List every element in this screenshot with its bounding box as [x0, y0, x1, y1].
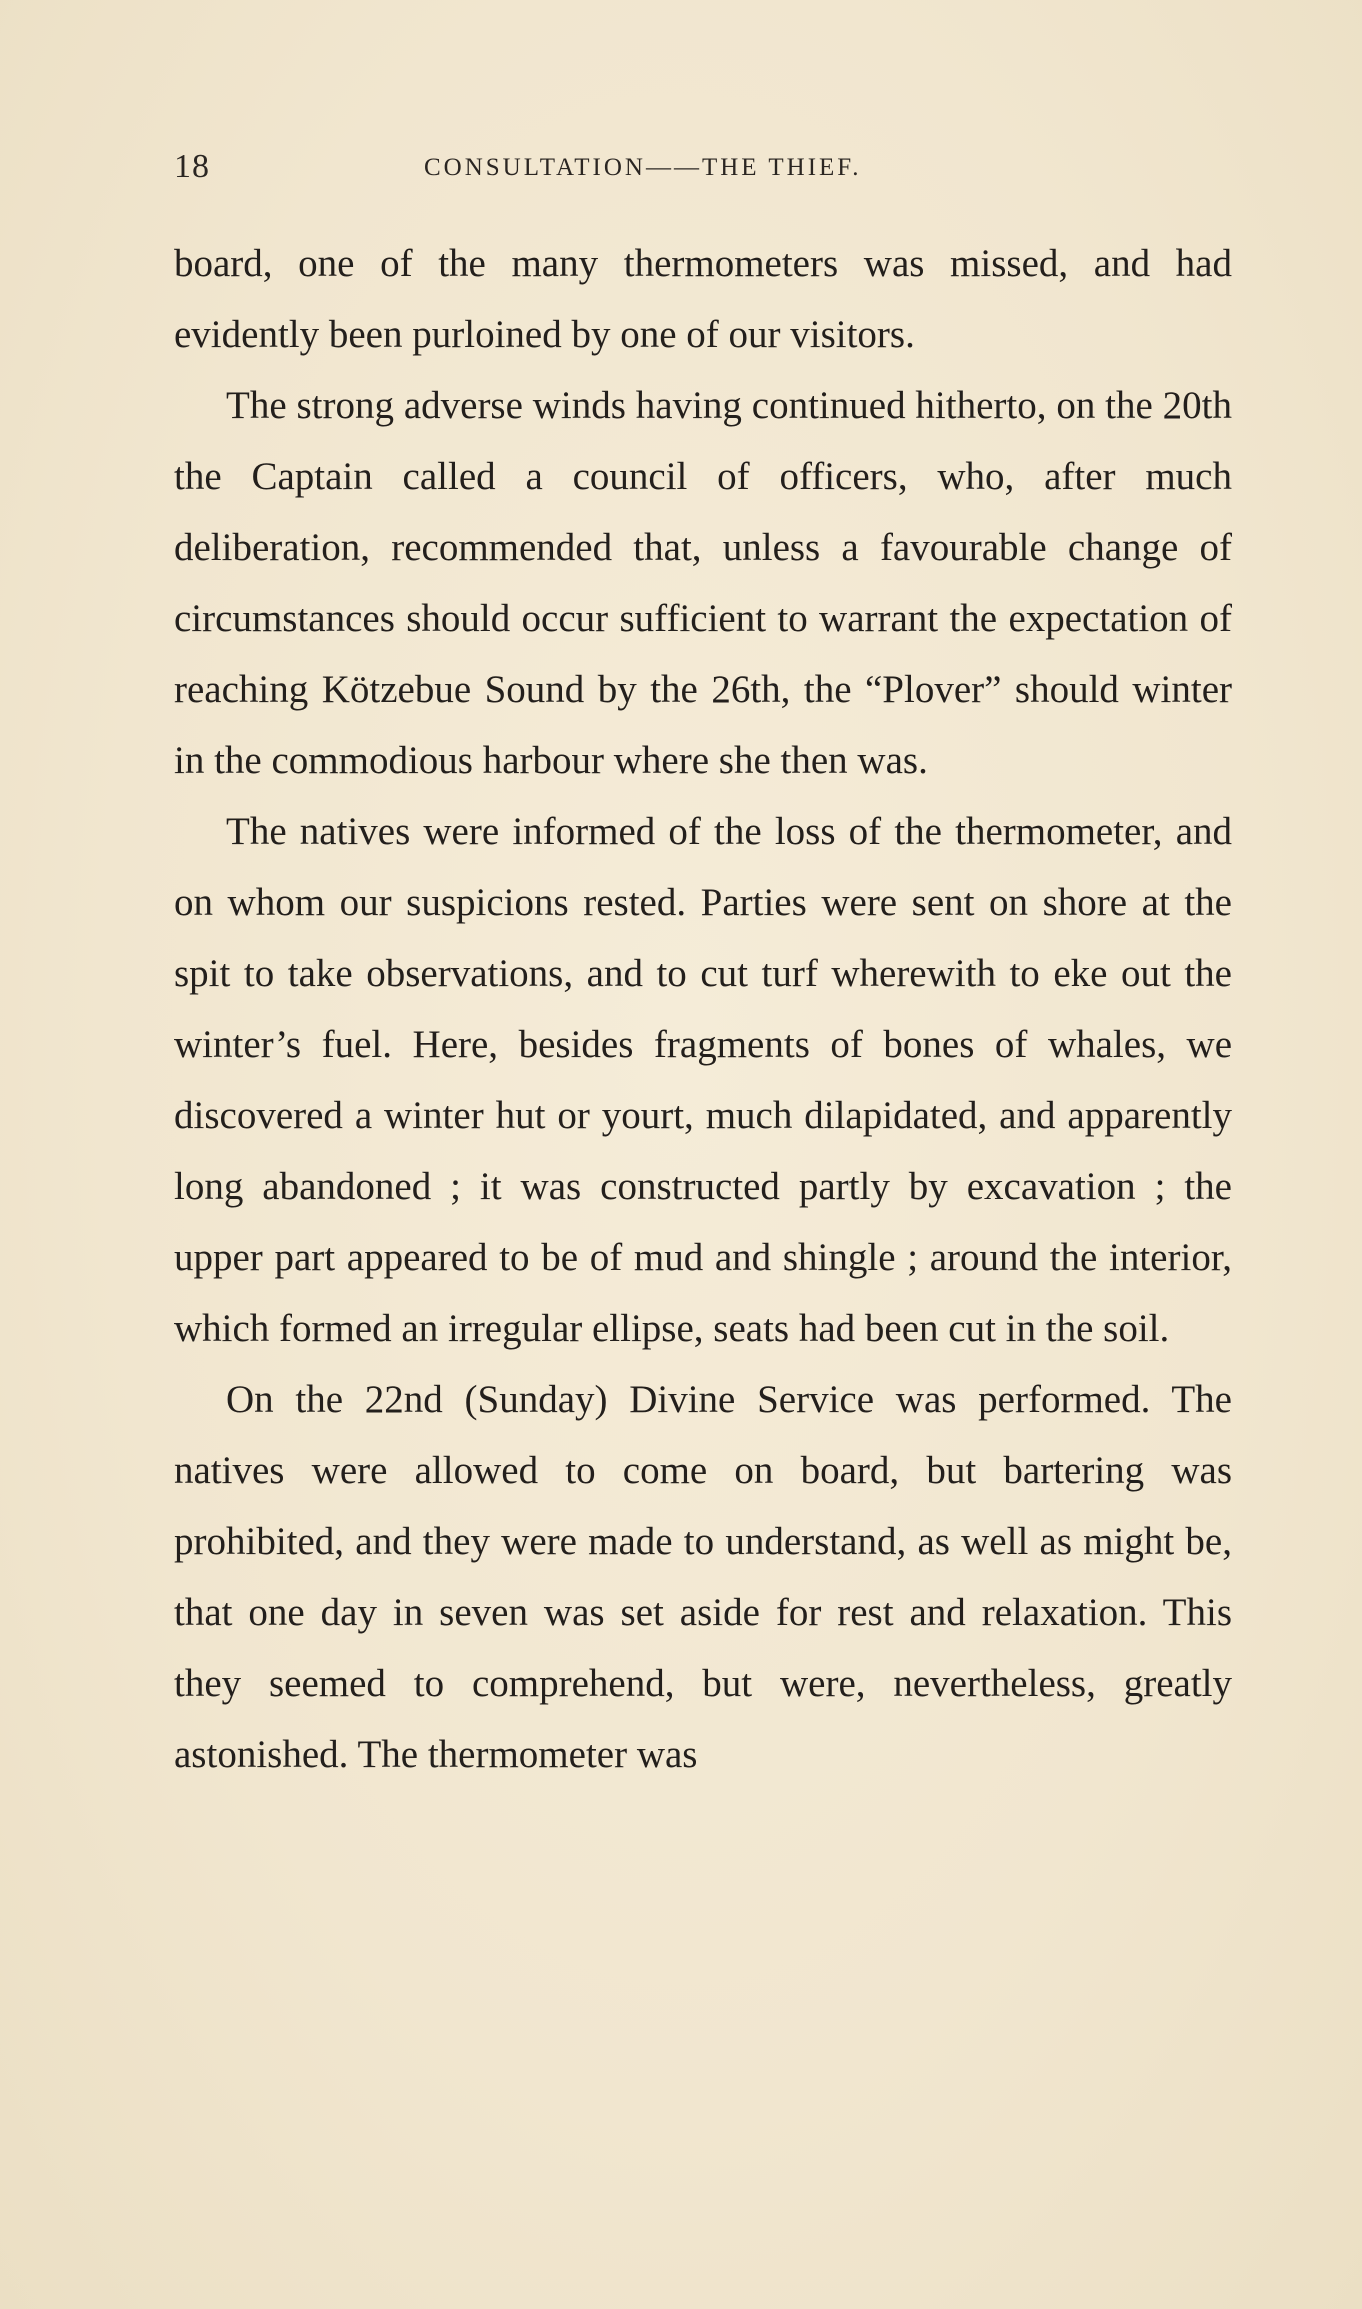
paragraph: The strong adverse winds having continued hitherto, on the 20th the Captain called a council of officers, who, after much deliberation, recommended that, unless a favourable change of circumstances should occur sufficient to warrant the expectation of reaching Kötzebue Sound by the 26th, the “Plover” should winter in the commodious harbour where she then was. [174, 384, 1232, 782]
running-head: CONSULTATION——THE THIEF. [424, 154, 862, 181]
paragraph: The natives were informed of the loss of the thermometer, and on whom our suspicions rested. Parties were sent on shore at the spit to take observations, and to cut turf wherewith to eke out the winter’s fuel. Here, besides fragments of bones of whales, we discovered a winter hut or yourt, much dilapidated, and apparently long abandoned ; it was constructed partly by excavation ; the upper part appeared to be of mud and shingle ; around the interior, which formed an irregular ellipse, seats had been cut in the soil. [174, 810, 1232, 1350]
page-number: 18 [174, 148, 210, 185]
paragraph: board, one of the many thermometers was missed, and had evidently been purloined by one of our visitors. [174, 242, 1232, 356]
page-header [174, 148, 1232, 198]
body-text [174, 228, 1232, 1790]
paragraph: On the 22nd (Sunday) Divine Service was performed. The natives were allowed to come on board, but bartering was prohibited, and they were made to understand, as well as might be, that one day in seven was set aside for rest and relaxation. This they seemed to comprehend, but were, nevertheless, greatly astonished. The thermometer was [174, 1378, 1232, 1776]
